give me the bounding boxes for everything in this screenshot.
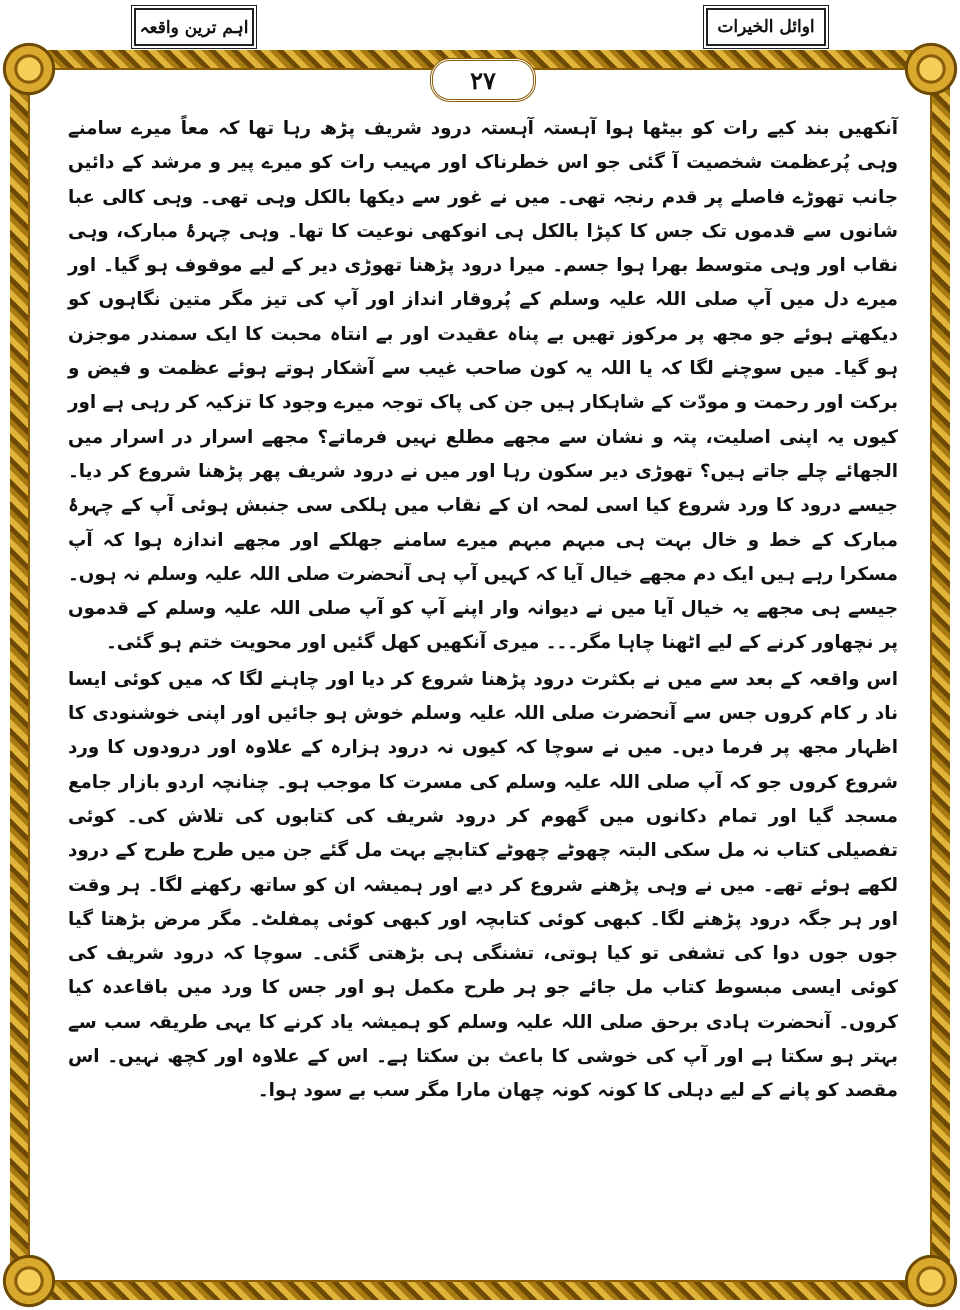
page-number: ۲۷: [470, 65, 496, 95]
running-header-right-text: اوائل الخیرات: [717, 17, 815, 37]
paragraph-2: اس واقعہ کے بعد سے میں نے بکثرت درود پڑھنا شروع کر دیا اور چاہنے لگا کہ میں کوئی ایسا ناد ر کام کروں جس سے آنحضرت صلی اللہ علیہ وسلم خوش ہو جائیں اور اپنی خوشنودی کا اظہار مجھ پر فرما دیں۔ میں نے سوچا کہ کیوں نہ درود ہزارہ کے علاوہ اور درودوں کا ورد شروع کروں جو کہ آپ صلی اللہ علیہ وسلم کی مسرت کا موجب ہو۔ چنانچہ اردو بازار جامع مسجد گیا اور تمام دکانوں میں گھوم کر درود شریف کی کتابوں کی تلاش کی۔ کوئی تفصیلی کتاب نہ مل سکی البتہ چھوٹے چھوٹے کتابچے بہت مل گئے جن میں طرح طرح کے درود لکھے ہوئے تھے۔ میں نے وہی پڑھنے شروع کر دیے اور ہمیشہ ان کو ساتھ رکھنے لگا۔ ہر وقت اور ہر جگہ درود پڑھنے لگا۔ کبھی کوئی کتابچہ اور کبھی کوئی پمفلٹ۔ مگر مرض بڑھتا گیا جوں جوں دوا کی تشفی تو کیا ہوتی، تشنگی ہی بڑھتی گئی۔ سوچا کہ درود شریف کی کوئی ایسی مبسوط کتاب مل جائے جو ہر طرح مکمل ہو اور جس کا ورد میں باقاعدہ کیا کروں۔ آنحضرت ہادی برحق صلی اللہ علیہ وسلم کو ہمیشہ یاد کرنے کا یہی طریقہ سب سے بہتر ہو سکتا ہے اور آپ کی خوشی کا باعث بن سکتا ہے۔ اس کے علاوہ اور کچھ نہیں۔ اس مقصد کو پانے کے لیے دہلی کا کونہ کونہ چھان مارا مگر سب بے سود ہوا۔: [68, 668, 898, 1102]
paragraph-1: آنکھیں بند کیے رات کو بیٹھا ہوا آہستہ آہستہ درود شریف پڑھ رہا تھا کہ معاً میرے سامنے وہی پُرعظمت شخصیت آ گئی جو اس خطرناک اور مہیب رات کو میرے پیر و مرشد کے دائیں جانب تھوڑے فاصلے پر قدم رنجہ تھی۔ میں نے غور سے دیکھا بالکل وہی تھی۔ وہی کالی عبا شانوں سے قدموں تک جس کا کپڑا بالکل ہی انوکھی نوعیت کا تھا۔ وہی چہرۂ مبارک، وہی نقاب اور وہی متوسط بھرا ہوا جسم۔ میرا درود پڑھنا تھوڑی دیر کے لیے موقوف ہو گیا۔ اور میرے دل میں آپ صلی اللہ علیہ وسلم کے پُروقار انداز اور آپ کی تیز مگر متین نگاہوں کو دیکھتے ہوئے جو مجھ پر مرکوز تھیں بے پناہ عقیدت اور بے انتاہ محبت کا ایک سمندر موجزن ہو گیا۔ میں سوچنے لگا کہ یا اللہ یہ کون صاحب غیب سے آشکار ہوتے ہوئے عظمت و فیض و برکت اور رحمت و مودّت کے شاہکار ہیں جن کی پاک توجہ میرے وجود کا تزکیہ کر رہی ہے اور کیوں یہ اپنی اصلیت، پتہ و نشان سے مجھے مطلع نہیں فرماتے؟ مجھے اسرار در اسرار میں الجھائے چلے جاتے ہیں؟ تھوڑی دیر سکون رہا اور میں نے درود شریف پھر پڑھنا شروع کر دیا۔ جیسے درود کا ورد شروع کیا اسی لمحہ ان کے نقاب میں ہلکی سی جنبش ہوئی آپ کے چہرۂ مبارک کے خط و خال بہت ہی مبہم مبہم میرے سامنے جھلکے اور مجھے اندازہ ہوا کہ آپ مسکرا رہے ہیں ایک دم مجھے خیال آیا کہ کہیں آپ ہی آنحضرت صلی اللہ علیہ وسلم نہ ہوں۔ جیسے ہی مجھے یہ خیال آیا میں نے دیوانہ وار اپنے آپ کو آپ صلی اللہ علیہ وسلم کے قدموں پر نچھاور کرنے کے لیے اٹھنا چاہا مگر۔۔۔ میری آنکھیں کھل گئیں اور محویت ختم ہو گئی۔: [68, 118, 898, 654]
corner-ornament-icon: [2, 42, 56, 96]
running-header-left: [134, 8, 254, 46]
running-header-right: [706, 8, 826, 46]
page-number-badge: [430, 58, 536, 102]
corner-ornament-icon: [904, 1254, 958, 1308]
corner-ornament-icon: [904, 42, 958, 96]
corner-ornament-icon: [2, 1254, 56, 1308]
running-header-left-text: اہم ترین واقعہ: [139, 17, 249, 38]
body-text: [68, 112, 898, 1282]
